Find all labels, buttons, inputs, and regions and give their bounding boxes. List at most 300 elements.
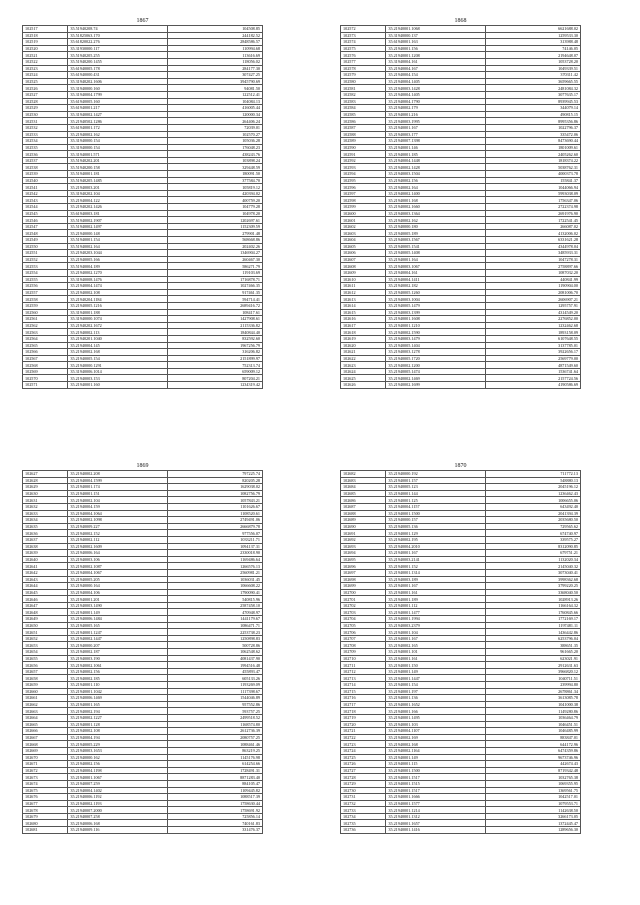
row-id-cell: 102642 (23, 569, 68, 576)
table-row (341, 204, 581, 211)
row-id-cell: 102649 (23, 616, 68, 623)
reference-cell: 35.31940002.1427 (68, 111, 168, 118)
row-id-cell: 102581 (341, 85, 386, 92)
table-row (341, 184, 581, 191)
reference-cell: 35.21940003.1278 (386, 349, 486, 356)
row-id-cell: 102647 (23, 602, 68, 609)
table-row (23, 144, 263, 151)
reference-cell: 35.21940001.156 (386, 45, 486, 52)
amount-cell: 1716878.71 (167, 276, 262, 283)
reference-cell: 35.21940002.108 (68, 289, 168, 296)
table-row (23, 91, 263, 98)
row-id-cell: 102696 (341, 563, 386, 570)
row-id-cell: 102676 (23, 794, 68, 801)
amount-cell: 4344978.04 (485, 243, 580, 250)
amount-cell: 1046485.99 (485, 728, 580, 735)
row-id-cell: 102616 (341, 316, 386, 323)
row-id-cell: 102734 (341, 813, 386, 820)
row-id-cell: 102576 (341, 52, 386, 59)
row-id-cell: 102683 (341, 477, 386, 484)
amount-cell: 264406.24 (167, 118, 262, 125)
table-row (23, 629, 263, 636)
table-row (23, 98, 263, 105)
reference-cell: 35.21940001.1210 (386, 322, 486, 329)
amount-cell: 1066608.22 (167, 583, 262, 590)
row-id-cell: 102564 (23, 335, 68, 342)
amount-cell: 155841.37 (485, 177, 580, 184)
table-panel-1867 (22, 17, 263, 389)
table-row (23, 662, 263, 669)
row-id-cell: 102553 (23, 263, 68, 270)
row-id-cell: 102652 (23, 635, 68, 642)
table-row (341, 471, 581, 478)
table-row (341, 734, 581, 741)
table-row (341, 695, 581, 702)
reference-cell: 35.21940003.1428 (386, 85, 486, 92)
reference-cell: 35.31940202.104 (68, 190, 168, 197)
table-row (341, 649, 581, 656)
table-row (341, 807, 581, 814)
table-row (341, 576, 581, 583)
amount-cell: 1082756.79 (167, 490, 262, 497)
amount-cell: 1790090.41 (167, 589, 262, 596)
table-row (23, 668, 263, 675)
table-row (23, 471, 263, 478)
table-row (23, 52, 263, 59)
amount-cell: 388651.35 (485, 642, 580, 649)
amount-cell: 8939945.53 (485, 98, 580, 105)
row-id-cell: 102589 (341, 138, 386, 145)
table-row (23, 316, 263, 323)
reference-cell: 35.21940001.161 (386, 655, 486, 662)
table-row (341, 342, 581, 349)
amount-cell: 2691976.90 (485, 210, 580, 217)
reference-cell: 35.21940004.1599 (68, 477, 168, 484)
table-row (23, 237, 263, 244)
row-id-cell: 102735 (341, 820, 386, 827)
row-id-cell: 102710 (341, 655, 386, 662)
table-row (23, 517, 263, 524)
amount-cell: 1109445.82 (167, 787, 262, 794)
row-id-cell: 102660 (23, 688, 68, 695)
table-row (341, 316, 581, 323)
table-row (341, 289, 581, 296)
row-id-cell: 102529 (23, 105, 68, 112)
reference-cell: 35.21940000.148 (68, 230, 168, 237)
table-row (341, 276, 581, 283)
reference-cell: 35.21940002.1200 (386, 362, 486, 369)
table-row (341, 250, 581, 257)
reference-cell: 35.21940000.192 (386, 471, 486, 478)
amount-cell: 72039.01 (167, 124, 262, 131)
reference-cell: 35.21940004.122 (68, 197, 168, 204)
row-id-cell: 102729 (341, 780, 386, 787)
amount-cell: 1427908.61 (167, 316, 262, 323)
panel-title: 1869 (136, 463, 149, 469)
reference-cell: 35.21940004.194 (68, 734, 168, 741)
reference-cell: 35.21940002.1193 (68, 800, 168, 807)
amount-cell: 8995356.86 (485, 118, 580, 125)
reference-cell: 35.21940001.1416 (386, 827, 486, 834)
reference-cell: 35.21940005.1260 (386, 289, 486, 296)
table-row (23, 256, 263, 263)
row-id-cell: 102668 (23, 741, 68, 748)
table-row (341, 602, 581, 609)
row-id-cell: 102615 (341, 309, 386, 316)
row-id-cell: 102606 (341, 250, 386, 257)
table-row (23, 602, 263, 609)
table-row (23, 609, 263, 616)
table-row (341, 583, 581, 590)
row-id-cell: 102732 (341, 800, 386, 807)
table-row (341, 368, 581, 375)
table-row (341, 230, 581, 237)
amount-cell: 118056.02 (167, 58, 262, 65)
row-id-cell: 102601 (341, 217, 386, 224)
table-row (23, 589, 263, 596)
table-row (341, 668, 581, 675)
row-id-cell: 102600 (341, 210, 386, 217)
amount-cell: 1436442.86 (485, 629, 580, 636)
reference-cell: 35.21940001.165 (68, 701, 168, 708)
panel-title: 1868 (454, 18, 467, 24)
row-id-cell: 102607 (341, 256, 386, 263)
amount-cell: 1049339.51 (485, 65, 580, 72)
amount-cell: 239994.80 (485, 682, 580, 689)
amount-cell: 2749491.06 (167, 517, 262, 524)
row-id-cell: 102721 (341, 728, 386, 735)
row-id-cell: 102575 (341, 45, 386, 52)
amount-cell: 883847.01 (485, 734, 580, 741)
table-row (23, 250, 263, 257)
amount-cell: 104978.20 (167, 210, 262, 217)
row-id-cell: 102570 (23, 375, 68, 382)
reference-cell: 35.21940004.1198 (68, 767, 168, 774)
table-row (341, 157, 581, 164)
reference-cell: 35.21940005.229 (68, 741, 168, 748)
amount-cell: 643492.40 (485, 503, 580, 510)
row-id-cell: 102726 (341, 761, 386, 768)
row-id-cell: 102585 (341, 111, 386, 118)
row-id-cell: 102544 (23, 204, 68, 211)
amount-cell: 1346904.27 (167, 250, 262, 257)
reference-cell: 35.21940004.1474 (68, 283, 168, 290)
reference-cell: 35.31940001.188 (68, 309, 168, 316)
reference-cell: 35.21940001.125 (386, 497, 486, 504)
reference-cell: 35.21940004.1790 (386, 98, 486, 105)
amount-cell: 1232462.68 (485, 322, 580, 329)
amount-cell: 104779.28 (167, 204, 262, 211)
reference-cell: 35.21940001.201 (68, 596, 168, 603)
row-id-cell: 102645 (23, 589, 68, 596)
table-row (23, 635, 263, 642)
table-row (341, 58, 581, 65)
reference-cell: 35.21940001.151 (68, 490, 168, 497)
amount-cell: 3137785.01 (485, 342, 580, 349)
amount-cell: 4081437.90 (167, 655, 262, 662)
amount-cell: 455893.47 (167, 668, 262, 675)
reference-cell: 35.51940001.181 (68, 171, 168, 178)
amount-cell: 957552.86 (167, 701, 262, 708)
row-id-cell: 102523 (23, 65, 68, 72)
amount-cell: 1132020.34 (485, 556, 580, 563)
row-id-cell: 102689 (341, 517, 386, 524)
row-id-cell: 102577 (341, 58, 386, 65)
row-id-cell: 102563 (23, 329, 68, 336)
amount-cell: 113616.69 (167, 52, 262, 59)
table-row (23, 655, 263, 662)
table-row (341, 708, 581, 715)
row-id-cell: 102522 (23, 58, 68, 65)
row-id-cell: 102733 (341, 807, 386, 814)
table-row (341, 682, 581, 689)
reference-cell: 35.21940001.101 (386, 649, 486, 656)
row-id-cell: 102549 (23, 237, 68, 244)
reference-cell: 35.21940002.208 (68, 471, 168, 478)
reference-cell: 35.21940007.1398 (386, 138, 486, 145)
amount-cell: 3659665.55 (485, 78, 580, 85)
reference-cell: 35.21940002.113 (68, 329, 168, 336)
row-id-cell: 102650 (23, 622, 68, 629)
reference-cell: 35.21940005.165 (68, 622, 168, 629)
table-row (23, 26, 263, 33)
row-id-cell: 102718 (341, 708, 386, 715)
table-row (23, 177, 263, 184)
reference-cell: 35.21940005.166 (68, 256, 168, 263)
table-row (23, 296, 263, 303)
amount-cell: 1840844.40 (167, 329, 262, 336)
amount-cell: 623021.91 (485, 655, 580, 662)
reference-cell: 35.21940002.1609 (68, 543, 168, 550)
table-row (341, 223, 581, 230)
amount-cell: 1152309.59 (167, 223, 262, 230)
row-id-cell: 102537 (23, 157, 68, 164)
row-id-cell: 102586 (341, 118, 386, 125)
table-row (23, 503, 263, 510)
row-id-cell: 102674 (23, 780, 68, 787)
table-row (23, 197, 263, 204)
reference-cell: 35.21940001.1500 (386, 510, 486, 517)
table-row (23, 329, 263, 336)
reference-cell: 35.21940001.167 (386, 550, 486, 557)
row-id-cell: 102605 (341, 243, 386, 250)
table-row (23, 543, 263, 550)
amount-cell: 3613085.78 (485, 695, 580, 702)
amount-cell: 1041000.38 (485, 701, 580, 708)
amount-cell: 644172.96 (485, 741, 580, 748)
reference-cell: 35.21940009.227 (68, 523, 168, 530)
table-row (23, 622, 263, 629)
table-row (23, 131, 263, 138)
reference-cell: 35.21940202.1426 (68, 204, 168, 211)
table-row (23, 761, 263, 768)
table-row (341, 91, 581, 98)
amount-cell: 1758691.92 (167, 807, 262, 814)
table-row (23, 85, 263, 92)
amount-cell: 2145040.32 (485, 563, 580, 570)
table-row (341, 820, 581, 827)
row-id-cell: 102596 (341, 184, 386, 191)
reference-cell: 35.21940002.1660 (386, 204, 486, 211)
table-row (341, 256, 581, 263)
amount-cell: 1047278.31 (485, 256, 580, 263)
amount-cell: 1728491.31 (167, 767, 262, 774)
amount-cell: 490815.15 (485, 111, 580, 118)
row-id-cell: 102567 (23, 355, 68, 362)
row-id-cell: 102723 (341, 741, 386, 748)
reference-cell: 35.61940001.163 (386, 39, 486, 46)
amount-cell: 2330018.90 (167, 550, 262, 557)
amount-cell: 3368040.50 (485, 589, 580, 596)
reference-cell: 35.21940002.195 (386, 536, 486, 543)
amount-cell: 1040711.51 (485, 675, 580, 682)
amount-cell: 1053728.20 (485, 58, 580, 65)
reference-cell: 35.21940001.154 (386, 682, 486, 689)
amount-cell: 1544046.89 (167, 695, 262, 702)
table-row (23, 787, 263, 794)
amount-cell: 917461.35 (167, 289, 262, 296)
row-id-cell: 102569 (23, 368, 68, 375)
row-id-cell: 102713 (341, 675, 386, 682)
row-id-cell: 102551 (23, 250, 68, 257)
reference-cell: 35.21940001.161 (386, 589, 486, 596)
reference-cell: 35.21940001.128 (68, 721, 168, 728)
reference-cell: 35.21940001.1500 (386, 767, 486, 774)
amount-cell: 3485933.31 (485, 250, 580, 257)
row-id-cell: 102692 (341, 536, 386, 543)
amount-cell: 6331621.28 (485, 237, 580, 244)
row-id-cell: 102534 (23, 138, 68, 145)
row-id-cell: 102657 (23, 668, 68, 675)
reference-cell: 35.21940004.1402 (68, 787, 168, 794)
table-row (341, 510, 581, 517)
row-id-cell: 102554 (23, 269, 68, 276)
amount-cell: 1818374.22 (485, 157, 580, 164)
reference-cell: 35.21940001.1666 (386, 794, 486, 801)
row-id-cell: 102627 (23, 471, 68, 478)
amount-cell: 2722374.98 (485, 204, 580, 211)
reference-cell: 35.21940001.115 (386, 761, 486, 768)
reference-cell: 35.21940001.168 (386, 197, 486, 204)
table-row (341, 171, 581, 178)
reference-cell: 35.21940005.189 (386, 230, 486, 237)
table-row (341, 589, 581, 596)
reference-cell: 35.31940008.1476 (68, 276, 168, 283)
table-row (23, 138, 263, 145)
amount-cell: 4000373.78 (485, 171, 580, 178)
amount-cell: 614254.66 (167, 761, 262, 768)
amount-cell: 120000.34 (167, 111, 262, 118)
table-row (23, 827, 263, 834)
table-row (23, 675, 263, 682)
amount-cell: 1760845.66 (485, 609, 580, 616)
table-row (341, 118, 581, 125)
row-id-cell: 102700 (341, 589, 386, 596)
amount-cell: 1756347.06 (485, 197, 580, 204)
row-id-cell: 102673 (23, 774, 68, 781)
reference-cell: 35.21940003.189 (386, 576, 486, 583)
amount-cell: 400759.20 (167, 197, 262, 204)
table-row (341, 72, 581, 79)
row-id-cell: 102518 (23, 32, 68, 39)
row-id-cell: 102535 (23, 144, 68, 151)
table-row (23, 335, 263, 342)
row-id-cell: 102704 (341, 616, 386, 623)
amount-cell: 122512.41 (167, 91, 262, 98)
reference-cell: 35.21940003.190 (68, 655, 168, 662)
reference-cell: 35.21940002.1098 (68, 517, 168, 524)
row-id-cell: 102557 (23, 289, 68, 296)
reference-cell: 35.21940002.182 (386, 283, 486, 290)
reference-cell: 35.21940001.1495 (386, 714, 486, 721)
row-id-cell: 102565 (23, 342, 68, 349)
amount-cell: 3073040.41 (485, 569, 580, 576)
reference-cell: 35.21940001.1312 (386, 813, 486, 820)
amount-cell: 2157724.56 (485, 375, 580, 382)
reference-cell: 35.21940003.1567 (386, 237, 486, 244)
table-row (23, 78, 263, 85)
reference-cell: 35.61940001.172 (68, 124, 168, 131)
table-panel-1870 (340, 462, 581, 834)
reference-cell: 35.21940006.1469 (68, 695, 168, 702)
amount-cell: 1967256.79 (167, 342, 262, 349)
table-row (23, 701, 263, 708)
row-id-cell: 102629 (23, 484, 68, 491)
table-row (341, 728, 581, 735)
amount-cell: 2499518.52 (167, 714, 262, 721)
row-id-cell: 102662 (23, 701, 68, 708)
reference-cell: 35.21940003.2141 (386, 556, 486, 563)
table-row (341, 78, 581, 85)
amount-cell: 1190904.00 (485, 283, 580, 290)
amount-cell: 1772169.17 (485, 616, 580, 623)
amount-cell: 1893158.09 (485, 329, 580, 336)
reference-cell: 35.21940004.1064 (68, 510, 168, 517)
row-id-cell: 102663 (23, 708, 68, 715)
table-row (341, 85, 581, 92)
amount-cell: 335472.06 (485, 131, 580, 138)
amount-cell: 679751.21 (485, 550, 580, 557)
table-row (23, 230, 263, 237)
reference-cell: 35.21940001.167 (386, 583, 486, 590)
amount-cell: 1094137.31 (167, 543, 262, 550)
amount-cell: 2606907.21 (485, 296, 580, 303)
amount-cell: 244182.52 (167, 32, 262, 39)
table-row (23, 576, 263, 583)
row-id-cell: 102638 (23, 543, 68, 550)
amount-cell: 1145176.98 (167, 754, 262, 761)
row-id-cell: 102520 (23, 45, 68, 52)
table-row (341, 530, 581, 537)
reference-cell: 35.21940003.1004 (386, 296, 486, 303)
reference-cell: 35.31940000.1074 (68, 316, 168, 323)
table-row (23, 477, 263, 484)
reference-cell: 35.21940005.1474 (386, 368, 486, 375)
row-id-cell: 102654 (23, 649, 68, 656)
reference-cell: 35.21940001.216 (386, 111, 486, 118)
row-id-cell: 102590 (341, 144, 386, 151)
reference-cell: 35.21940002.185 (68, 675, 168, 682)
reference-cell: 35.21940004.1157 (386, 503, 486, 510)
amount-cell: 2045196.12 (485, 484, 580, 491)
amount-cell: 2041394.39 (485, 510, 580, 517)
table-row (23, 754, 263, 761)
table-row (341, 131, 581, 138)
reference-cell: 35.21940003.2379 (386, 622, 486, 629)
reference-cell: 35.21940001.1652 (386, 701, 486, 708)
reference-cell: 35.21940005.1408 (386, 250, 486, 257)
row-id-cell: 102643 (23, 576, 68, 583)
